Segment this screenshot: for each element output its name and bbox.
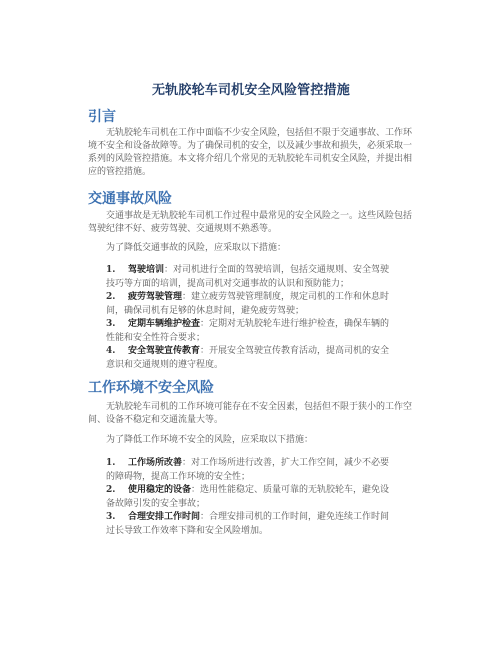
list-text-continued: 的障碍物，提高工作环境的安全性； (106, 471, 251, 482)
list-item (88, 484, 418, 511)
list-text-continued: 性能和安全性符合要求； (106, 332, 206, 343)
list-item (88, 511, 418, 538)
list-number: 3. (106, 319, 116, 329)
intro-paragraph: 无轨胶轮车司机在工作中面临不少安全风险，包括但不限于交通事故、工作环境不安全和设备故障等。为了确保司机的安全，以及减少事故和损失，必须采取一系列的风险管控措施。本文将介绍几个常见的无轨胶轮车司机安全风险，并提出相应的管控措施。 (88, 128, 413, 177)
list-term: 定期车辆维护检查 (128, 319, 201, 329)
list-term: 工作场所改善 (128, 458, 183, 468)
list-number: 4. (106, 346, 116, 356)
list-item (88, 291, 418, 318)
traffic-paragraph-1: 交通事故是无轨胶轮车司机工作过程中最常见的安全风险之一。这些风险包括驾驶纪律不好、疲劳驾驶、交通规则不熟悉等。 (88, 211, 413, 234)
list-text-continued: 间，确保司机有足够的休息时间，避免疲劳驾驶； (106, 305, 305, 316)
environment-paragraph-1: 无轨胶轮车司机的工作环境可能存在不安全因素，包括但不限于狭小的工作空间、设备不稳定和交通流量大等。 (88, 402, 413, 425)
list-text: ：开展安全驾驶宣传教育活动，提高司机的安全 (200, 346, 390, 356)
environment-paragraph-2: 为了降低工作环境不安全的风险，应采取以下措施： (106, 435, 314, 445)
section-heading-traffic: 交通事故风险 (88, 191, 172, 207)
list-text: ：定期对无轨胶轮车进行维护检查，确保车辆的 (200, 319, 390, 329)
list-number: 2. (106, 485, 116, 495)
list-text: ：合理安排司机的工作时间，避免连续工作时间 (200, 512, 390, 522)
list-item (88, 264, 418, 291)
list-term: 安全驾驶宣传教育 (128, 346, 201, 356)
list-text: ：建立疲劳驾驶管理制度，规定司机的工作和休息时 (182, 292, 390, 302)
list-number: 3. (106, 512, 116, 522)
traffic-paragraph-2: 为了降低交通事故的风险，应采取以下措施： (106, 243, 287, 253)
list-item (88, 318, 418, 345)
list-text-continued: 意识和交通规则的遵守程度。 (106, 359, 224, 370)
list-item (88, 345, 418, 372)
list-text: ：选用性能稳定、质量可靠的无轨胶轮车，避免设 (191, 485, 390, 495)
list-term: 使用稳定的设备 (128, 485, 192, 495)
list-term: 合理安排工作时间 (128, 512, 201, 522)
list-term: 疲劳驾驶管理 (128, 292, 183, 302)
list-term: 驾驶培训 (128, 265, 165, 275)
section-heading-intro: 引言 (88, 109, 116, 125)
list-number: 1. (106, 265, 116, 275)
list-text-continued: 过长导致工作效率下降和安全风险增加。 (106, 525, 269, 536)
list-text-continued: 备故障引发的安全事故； (106, 498, 206, 509)
list-text: ：对工作场所进行改善，扩大工作空间，减少不必要 (182, 458, 390, 468)
section-heading-environment: 工作环境不安全风险 (88, 380, 214, 396)
list-number: 2. (106, 292, 116, 302)
list-number: 1. (106, 458, 116, 468)
list-item (88, 457, 418, 484)
list-text-continued: 技巧等方面的培训，提高司机对交通事故的认识和预防能力； (106, 278, 350, 289)
list-text: ：对司机进行全面的驾驶培训，包括交通规则、安全驾驶 (164, 265, 390, 275)
document-title: 无轨胶轮车司机安全风险管控措施 (151, 83, 350, 98)
